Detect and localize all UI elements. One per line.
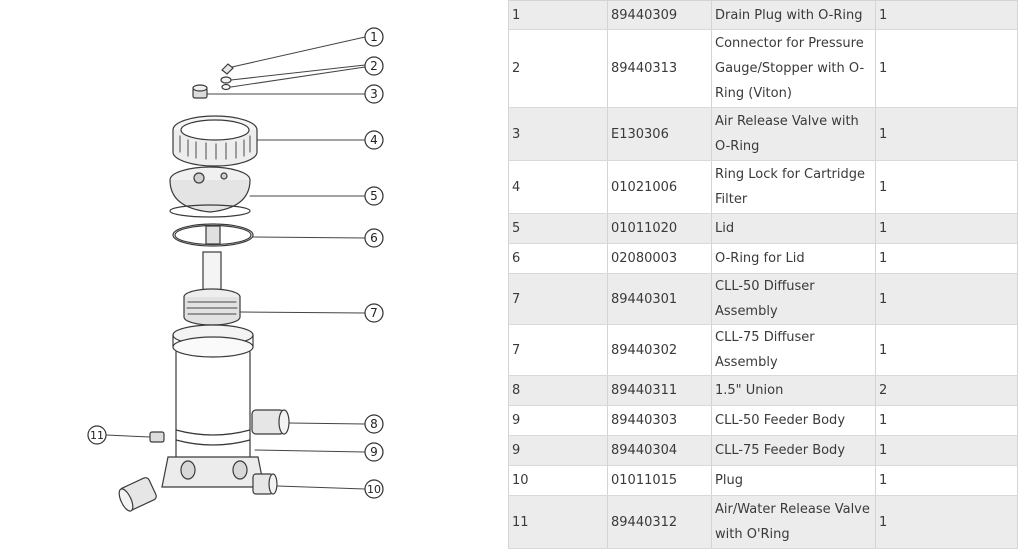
quantity-cell: 1 (876, 214, 1018, 244)
table-row (509, 30, 1018, 108)
quantity-cell: 1 (876, 30, 1018, 108)
description-cell: O-Ring for Lid (712, 244, 876, 274)
table-row (509, 496, 1018, 549)
description-cell: CLL-50 Feeder Body (712, 406, 876, 436)
table-row (509, 436, 1018, 466)
item-number-cell: 6 (509, 244, 608, 274)
item-number-cell: 7 (509, 325, 608, 376)
description-cell: Air Release Valve with O-Ring (712, 108, 876, 161)
description-cell: Ring Lock for Cartridge Filter (712, 161, 876, 214)
part-number-cell: 89440309 (608, 1, 712, 30)
quantity-cell: 1 (876, 406, 1018, 436)
description-cell: Drain Plug with O-Ring (712, 1, 876, 30)
parts-list-table (508, 0, 1018, 549)
callout-label: 7 (370, 306, 378, 320)
item-number-cell: 5 (509, 214, 608, 244)
quantity-cell: 1 (876, 1, 1018, 30)
quantity-cell: 1 (876, 325, 1018, 376)
quantity-cell: 2 (876, 376, 1018, 406)
quantity-cell: 1 (876, 436, 1018, 466)
callout-label: 3 (370, 87, 378, 101)
part-number-cell: 89440303 (608, 406, 712, 436)
quantity-cell: 1 (876, 496, 1018, 549)
callout-label: 6 (370, 231, 378, 245)
callout-label: 1 (370, 30, 378, 44)
feeder-body-drawing (162, 325, 264, 487)
quantity-cell: 1 (876, 244, 1018, 274)
part-number-cell: 89440302 (608, 325, 712, 376)
description-cell: Air/Water Release Valve with O'Ring (712, 496, 876, 549)
description-cell: Lid (712, 214, 876, 244)
part-number-cell: E130306 (608, 108, 712, 161)
air-release-valve-drawing (193, 85, 207, 98)
lid-drawing (170, 167, 250, 217)
union-left-drawing (116, 476, 157, 513)
quantity-cell: 1 (876, 161, 1018, 214)
air-water-release-valve-drawing (150, 432, 164, 442)
table-row (509, 325, 1018, 376)
ring-lock-drawing (173, 116, 257, 166)
plug-drawing (253, 474, 277, 494)
table-row (509, 244, 1018, 274)
description-cell: CLL-75 Diffuser Assembly (712, 325, 876, 376)
description-cell: CLL-50 Diffuser Assembly (712, 274, 876, 325)
item-number-cell: 9 (509, 436, 608, 466)
quantity-cell: 1 (876, 274, 1018, 325)
description-cell: Connector for Pressure Gauge/Stopper with O-Ring (Viton) (712, 30, 876, 108)
quantity-cell: 1 (876, 466, 1018, 496)
table-row (509, 274, 1018, 325)
description-cell: 1.5" Union (712, 376, 876, 406)
part-number-cell: 01021006 (608, 161, 712, 214)
table-row (509, 214, 1018, 244)
part-number-cell: 89440301 (608, 274, 712, 325)
callout-label: 4 (370, 133, 378, 147)
table-row (509, 466, 1018, 496)
table-row (509, 161, 1018, 214)
table-row (509, 406, 1018, 436)
item-number-cell: 10 (509, 466, 608, 496)
table-row (509, 108, 1018, 161)
part-number-cell: 01011020 (608, 214, 712, 244)
part-number-cell: 01011015 (608, 466, 712, 496)
item-number-cell: 9 (509, 406, 608, 436)
item-number-cell: 8 (509, 376, 608, 406)
callout-label: 8 (370, 417, 378, 431)
union-right-drawing (252, 410, 289, 434)
callout-label: 10 (367, 483, 381, 496)
item-number-cell: 2 (509, 30, 608, 108)
item-number-cell: 3 (509, 108, 608, 161)
table-row (509, 1, 1018, 30)
part-number-cell: 02080003 (608, 244, 712, 274)
description-cell: Plug (712, 466, 876, 496)
callout-label: 5 (370, 189, 378, 203)
item-number-cell: 4 (509, 161, 608, 214)
item-number-cell: 7 (509, 274, 608, 325)
item-number-cell: 1 (509, 1, 608, 30)
part-number-cell: 89440312 (608, 496, 712, 549)
part-number-cell: 89440304 (608, 436, 712, 466)
description-cell: CLL-75 Feeder Body (712, 436, 876, 466)
table-row (509, 376, 1018, 406)
exploded-parts-diagram (0, 0, 505, 516)
item-number-cell: 11 (509, 496, 608, 549)
callout-label: 11 (90, 429, 104, 442)
callout-label: 9 (370, 445, 378, 459)
diffuser-drawing (184, 226, 240, 332)
drain-plug-drawing (221, 64, 233, 90)
part-number-cell: 89440311 (608, 376, 712, 406)
callout-label: 2 (370, 59, 378, 73)
part-number-cell: 89440313 (608, 30, 712, 108)
quantity-cell: 1 (876, 108, 1018, 161)
